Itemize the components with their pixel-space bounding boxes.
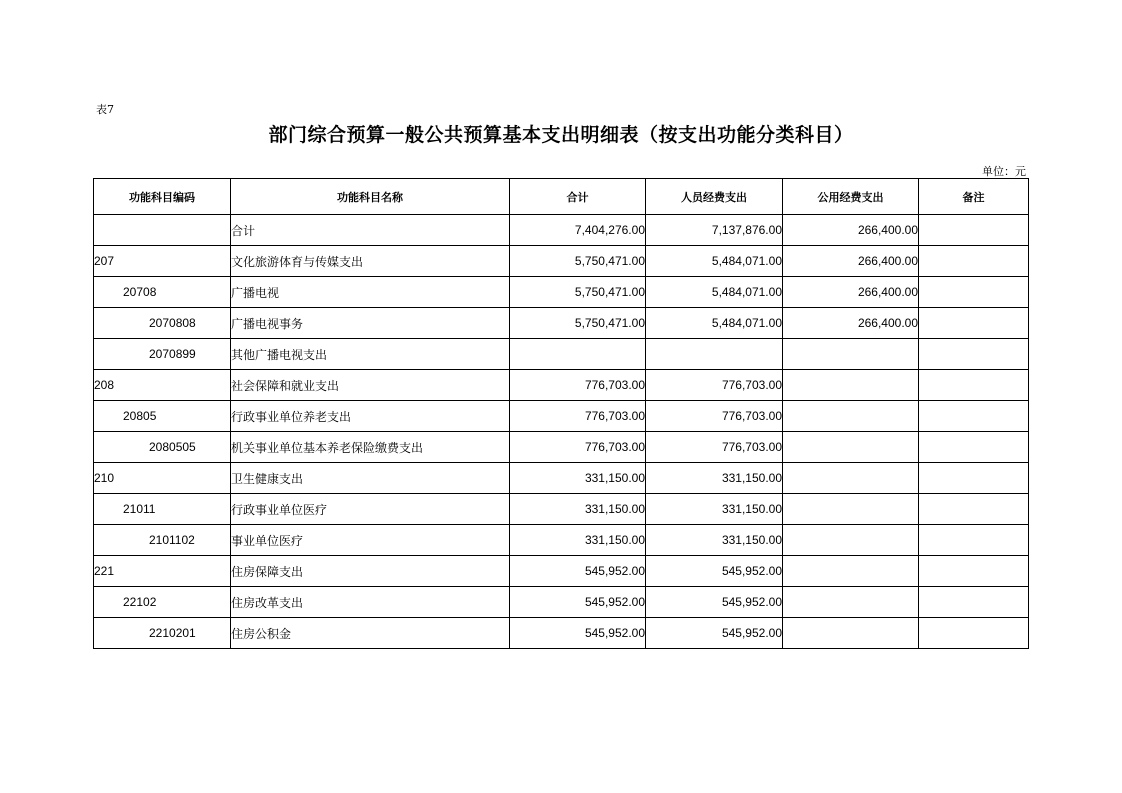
cell-total: 5,750,471.00 bbox=[510, 246, 646, 277]
cell-total: 776,703.00 bbox=[510, 370, 646, 401]
cell-total: 331,150.00 bbox=[510, 494, 646, 525]
cell-note bbox=[919, 246, 1029, 277]
table-row bbox=[94, 556, 1029, 587]
cell-name: 文化旅游体育与传媒支出 bbox=[231, 246, 510, 277]
cell-note bbox=[919, 432, 1029, 463]
cell-total: 545,952.00 bbox=[510, 556, 646, 587]
cell-name: 行政事业单位养老支出 bbox=[231, 401, 510, 432]
cell-total: 7,404,276.00 bbox=[510, 215, 646, 246]
unit-label: 单位：元 bbox=[982, 165, 1026, 178]
cell-public bbox=[783, 339, 919, 370]
cell-total: 776,703.00 bbox=[510, 401, 646, 432]
header-public: 公用经费支出 bbox=[783, 179, 919, 215]
cell-personnel: 545,952.00 bbox=[646, 556, 783, 587]
cell-name: 广播电视 bbox=[231, 277, 510, 308]
cell-note bbox=[919, 215, 1029, 246]
table-row bbox=[94, 587, 1029, 618]
header-total: 合计 bbox=[510, 179, 646, 215]
cell-public bbox=[783, 432, 919, 463]
cell-personnel: 776,703.00 bbox=[646, 401, 783, 432]
cell-personnel: 331,150.00 bbox=[646, 463, 783, 494]
cell-public bbox=[783, 401, 919, 432]
cell-personnel: 545,952.00 bbox=[646, 618, 783, 649]
cell-name: 其他广播电视支出 bbox=[231, 339, 510, 370]
cell-code bbox=[94, 215, 231, 246]
cell-note bbox=[919, 308, 1029, 339]
cell-code: 207 bbox=[94, 246, 231, 277]
table-row bbox=[94, 494, 1029, 525]
table-row bbox=[94, 618, 1029, 649]
cell-code: 221 bbox=[94, 556, 231, 587]
cell-total: 331,150.00 bbox=[510, 525, 646, 556]
cell-note bbox=[919, 370, 1029, 401]
header-code: 功能科目编码 bbox=[94, 179, 231, 215]
table-row bbox=[94, 308, 1029, 339]
header-personnel: 人员经费支出 bbox=[646, 179, 783, 215]
cell-code: 210 bbox=[94, 463, 231, 494]
cell-public: 266,400.00 bbox=[783, 246, 919, 277]
cell-code: 22102 bbox=[94, 587, 231, 618]
cell-note bbox=[919, 494, 1029, 525]
budget-table bbox=[93, 178, 1029, 649]
table-row bbox=[94, 525, 1029, 556]
table-row bbox=[94, 277, 1029, 308]
cell-note bbox=[919, 618, 1029, 649]
cell-public: 266,400.00 bbox=[783, 308, 919, 339]
header-name: 功能科目名称 bbox=[231, 179, 510, 215]
cell-code: 2101102 bbox=[94, 525, 231, 556]
cell-personnel: 5,484,071.00 bbox=[646, 308, 783, 339]
cell-personnel: 776,703.00 bbox=[646, 432, 783, 463]
cell-code: 2070899 bbox=[94, 339, 231, 370]
table-row bbox=[94, 401, 1029, 432]
cell-total: 331,150.00 bbox=[510, 463, 646, 494]
cell-name: 广播电视事务 bbox=[231, 308, 510, 339]
cell-name: 住房公积金 bbox=[231, 618, 510, 649]
cell-note bbox=[919, 401, 1029, 432]
cell-code: 20805 bbox=[94, 401, 231, 432]
cell-code: 2080505 bbox=[94, 432, 231, 463]
cell-name: 行政事业单位医疗 bbox=[231, 494, 510, 525]
cell-code: 21011 bbox=[94, 494, 231, 525]
cell-code: 208 bbox=[94, 370, 231, 401]
cell-code: 2070808 bbox=[94, 308, 231, 339]
page-title: 部门综合预算一般公共预算基本支出明细表（按支出功能分类科目） bbox=[268, 124, 854, 146]
table-row bbox=[94, 370, 1029, 401]
cell-public bbox=[783, 556, 919, 587]
cell-note bbox=[919, 277, 1029, 308]
cell-note bbox=[919, 463, 1029, 494]
cell-total: 545,952.00 bbox=[510, 587, 646, 618]
cell-personnel: 331,150.00 bbox=[646, 525, 783, 556]
cell-personnel: 545,952.00 bbox=[646, 587, 783, 618]
cell-public bbox=[783, 370, 919, 401]
cell-name: 合计 bbox=[231, 215, 510, 246]
cell-public bbox=[783, 587, 919, 618]
cell-public bbox=[783, 463, 919, 494]
cell-name: 卫生健康支出 bbox=[231, 463, 510, 494]
cell-public: 266,400.00 bbox=[783, 277, 919, 308]
cell-public bbox=[783, 618, 919, 649]
cell-public: 266,400.00 bbox=[783, 215, 919, 246]
table-row bbox=[94, 339, 1029, 370]
table-row bbox=[94, 246, 1029, 277]
cell-public bbox=[783, 525, 919, 556]
cell-code: 20708 bbox=[94, 277, 231, 308]
cell-total: 5,750,471.00 bbox=[510, 277, 646, 308]
cell-total: 545,952.00 bbox=[510, 618, 646, 649]
cell-name: 机关事业单位基本养老保险缴费支出 bbox=[231, 432, 510, 463]
table-row bbox=[94, 215, 1029, 246]
cell-personnel: 7,137,876.00 bbox=[646, 215, 783, 246]
cell-note bbox=[919, 556, 1029, 587]
cell-personnel: 5,484,071.00 bbox=[646, 246, 783, 277]
cell-note bbox=[919, 525, 1029, 556]
cell-personnel: 5,484,071.00 bbox=[646, 277, 783, 308]
cell-public bbox=[783, 494, 919, 525]
cell-name: 住房保障支出 bbox=[231, 556, 510, 587]
table-header-row bbox=[94, 179, 1029, 215]
cell-note bbox=[919, 339, 1029, 370]
cell-name: 社会保障和就业支出 bbox=[231, 370, 510, 401]
cell-total: 5,750,471.00 bbox=[510, 308, 646, 339]
cell-total: 776,703.00 bbox=[510, 432, 646, 463]
cell-name: 事业单位医疗 bbox=[231, 525, 510, 556]
table-body bbox=[94, 215, 1029, 649]
cell-personnel: 331,150.00 bbox=[646, 494, 783, 525]
cell-code: 2210201 bbox=[94, 618, 231, 649]
table-row bbox=[94, 432, 1029, 463]
header-note: 备注 bbox=[919, 179, 1029, 215]
table-row bbox=[94, 463, 1029, 494]
table-number: 表7 bbox=[96, 103, 114, 116]
cell-name: 住房改革支出 bbox=[231, 587, 510, 618]
cell-personnel bbox=[646, 339, 783, 370]
cell-personnel: 776,703.00 bbox=[646, 370, 783, 401]
cell-note bbox=[919, 587, 1029, 618]
cell-total bbox=[510, 339, 646, 370]
